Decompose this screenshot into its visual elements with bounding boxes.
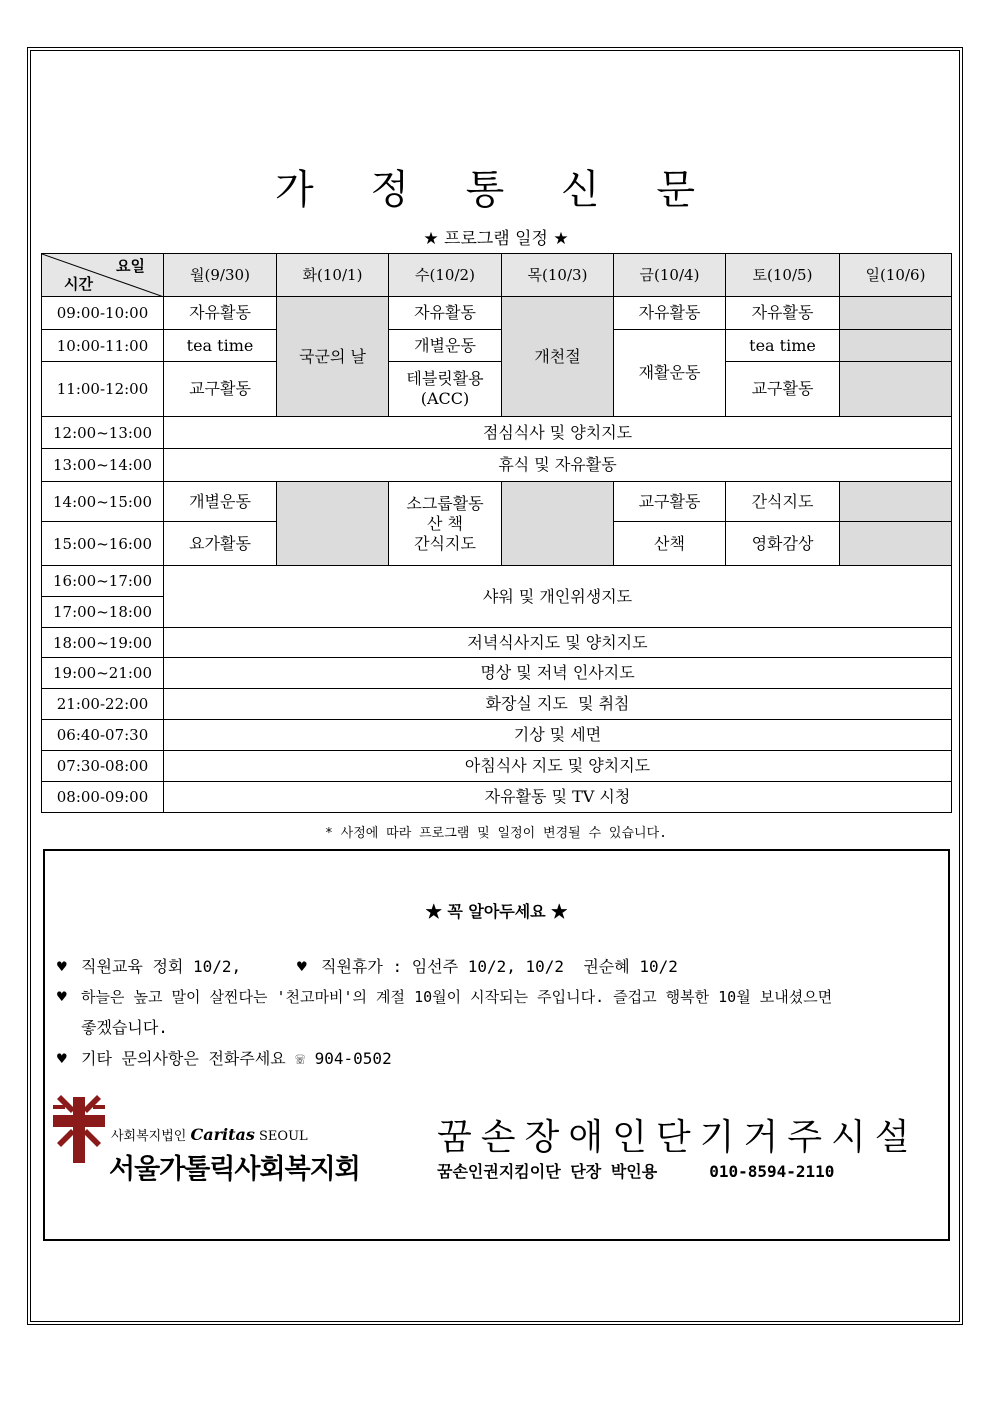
activity-cell: 교구활동 [614,482,726,522]
activity-cell: 점심식사 및 양치지도 [164,417,952,449]
table-row [42,482,952,522]
table-row [42,782,952,813]
logo-seoul: SEOUL [259,1129,308,1144]
caritas-cross-icon [51,1095,107,1165]
facility-name: 꿈손장애인단기거주시설 [437,1117,919,1158]
notice-box [43,849,950,1241]
logo-caritas: Caritas [190,1125,255,1144]
heart-icon: ♥ [297,957,307,976]
day-header-sat: 토(10/5) [726,254,840,297]
empty-sunday-cell [840,482,952,522]
activity-cell: 영화감상 [726,522,840,566]
time-cell: 18:00~19:00 [42,628,164,658]
empty-cell [502,482,614,566]
activity-cell: 자유활동 [726,297,840,330]
notice-title: ★ 꼭 알아두세요 ★ [425,902,568,921]
caritas-logo [51,1095,381,1185]
holiday-cell-tue: 국군의 날 [277,297,389,417]
schedule-note: * 사정에 따라 프로그램 및 일정이 변경될 수 있습니다. [325,826,667,841]
time-cell: 13:00~14:00 [42,449,164,482]
holiday-cell-thu: 개천절 [502,297,614,417]
logo-caption [111,1125,308,1144]
contact-line [437,1159,834,1182]
corner-cell [42,254,164,297]
day-header-mon: 월(9/30) [164,254,277,297]
time-cell: 11:00-12:00 [42,362,164,417]
activity-cell: tea time [726,330,840,362]
schedule-table [41,253,952,813]
empty-sunday-cell [840,362,952,417]
table-row [42,566,952,597]
activity-cell: 산책 [614,522,726,566]
header-row [42,254,952,297]
time-cell: 12:00~13:00 [42,417,164,449]
activity-cell: 샤워 및 개인위생지도 [164,566,952,628]
schedule-subtitle: ★ 프로그램 일정 ★ [423,229,569,249]
table-row [42,449,952,482]
empty-sunday-cell [840,522,952,566]
activity-cell: tea time [164,330,277,362]
activity-cell: 자유활동 [389,297,502,330]
time-cell: 21:00-22:00 [42,689,164,720]
day-header-fri: 금(10/4) [614,254,726,297]
activity-cell: 명상 및 저녁 인사지도 [164,658,952,689]
heart-icon: ♥ [57,957,67,976]
time-cell: 14:00~15:00 [42,482,164,522]
time-cell: 07:30-08:00 [42,751,164,782]
table-row [42,417,952,449]
heart-icon: ♥ [57,987,67,1006]
empty-sunday-cell [840,330,952,362]
activity-cell: 저녁식사지도 및 양치지도 [164,628,952,658]
activity-cell: 요가활동 [164,522,277,566]
activity-cell: 간식지도 [726,482,840,522]
activity-cell: 교구활동 [726,362,840,417]
contact-phone: 010-8594-2110 [709,1162,835,1181]
day-header-tue: 화(10/1) [277,254,389,297]
day-header-thu: 목(10/3) [502,254,614,297]
time-cell: 15:00~16:00 [42,522,164,566]
notice-item [57,951,241,982]
empty-cell [277,482,389,566]
notice-text: 직원교육 정회 10/2, [81,957,242,976]
activity-cell: 기상 및 세면 [164,720,952,751]
notice-text: 직원휴가 : 임선주 10/2, 10/2 권순혜 10/2 [321,957,678,976]
notice-text-continued: 좋겠습니다. [81,1018,168,1037]
activity-cell: 교구활동 [164,362,277,417]
table-row [42,658,952,689]
page-title: 가 정 통 신 문 [274,167,718,213]
contact-person: 꿈손인권지킴이단 단장 박인용 [437,1162,658,1181]
diagonal-line [42,254,164,297]
activity-cell: 휴식 및 자유활동 [164,449,952,482]
activity-cell: 소그룹활동 산 책 간식지도 [389,482,502,566]
notice-text: 기타 문의사항은 전화주세요 ☏ 904-0502 [81,1049,392,1068]
activity-cell: 재활운동 [614,330,726,417]
empty-sunday-cell [840,297,952,330]
notice-item [297,951,678,982]
day-header-wed: 수(10/2) [389,254,502,297]
time-cell: 08:00-09:00 [42,782,164,813]
activity-cell: 자유활동 및 TV 시청 [164,782,952,813]
activity-cell: 자유활동 [614,297,726,330]
notice-item [57,981,942,1013]
table-row [42,362,952,417]
corner-time-label: 시간 [64,275,93,293]
activity-cell: 화장실 지도 및 취침 [164,689,952,720]
table-row [42,297,952,330]
time-cell: 17:00~18:00 [42,597,164,628]
corner-day-label: 요일 [116,257,145,275]
time-cell: 06:40-07:30 [42,720,164,751]
activity-cell: 아침식사 지도 및 양치지도 [164,751,952,782]
table-row [42,720,952,751]
table-row [42,330,952,362]
logo-org-name: 서울가톨릭사회복지회 [109,1154,360,1185]
activity-cell: 개별운동 [389,330,502,362]
activity-cell: 테블릿활용 (ACC) [389,362,502,417]
activity-cell: 자유활동 [164,297,277,330]
time-cell: 10:00-11:00 [42,330,164,362]
table-row [42,751,952,782]
heart-icon: ♥ [57,1049,67,1068]
table-row [42,689,952,720]
time-cell: 16:00~17:00 [42,566,164,597]
activity-cell: 개별운동 [164,482,277,522]
time-cell: 09:00-10:00 [42,297,164,330]
notice-item [57,1043,392,1074]
notice-text: 하늘은 높고 말이 살찐다는 '천고마비'의 계절 10월이 시작되는 주입니다. 즐겁고 행복한 10월 보내셨으면 [81,988,833,1006]
logo-prefix: 사회복지법인 [111,1129,187,1144]
table-row [42,628,952,658]
day-header-sun: 일(10/6) [840,254,952,297]
time-cell: 19:00~21:00 [42,658,164,689]
